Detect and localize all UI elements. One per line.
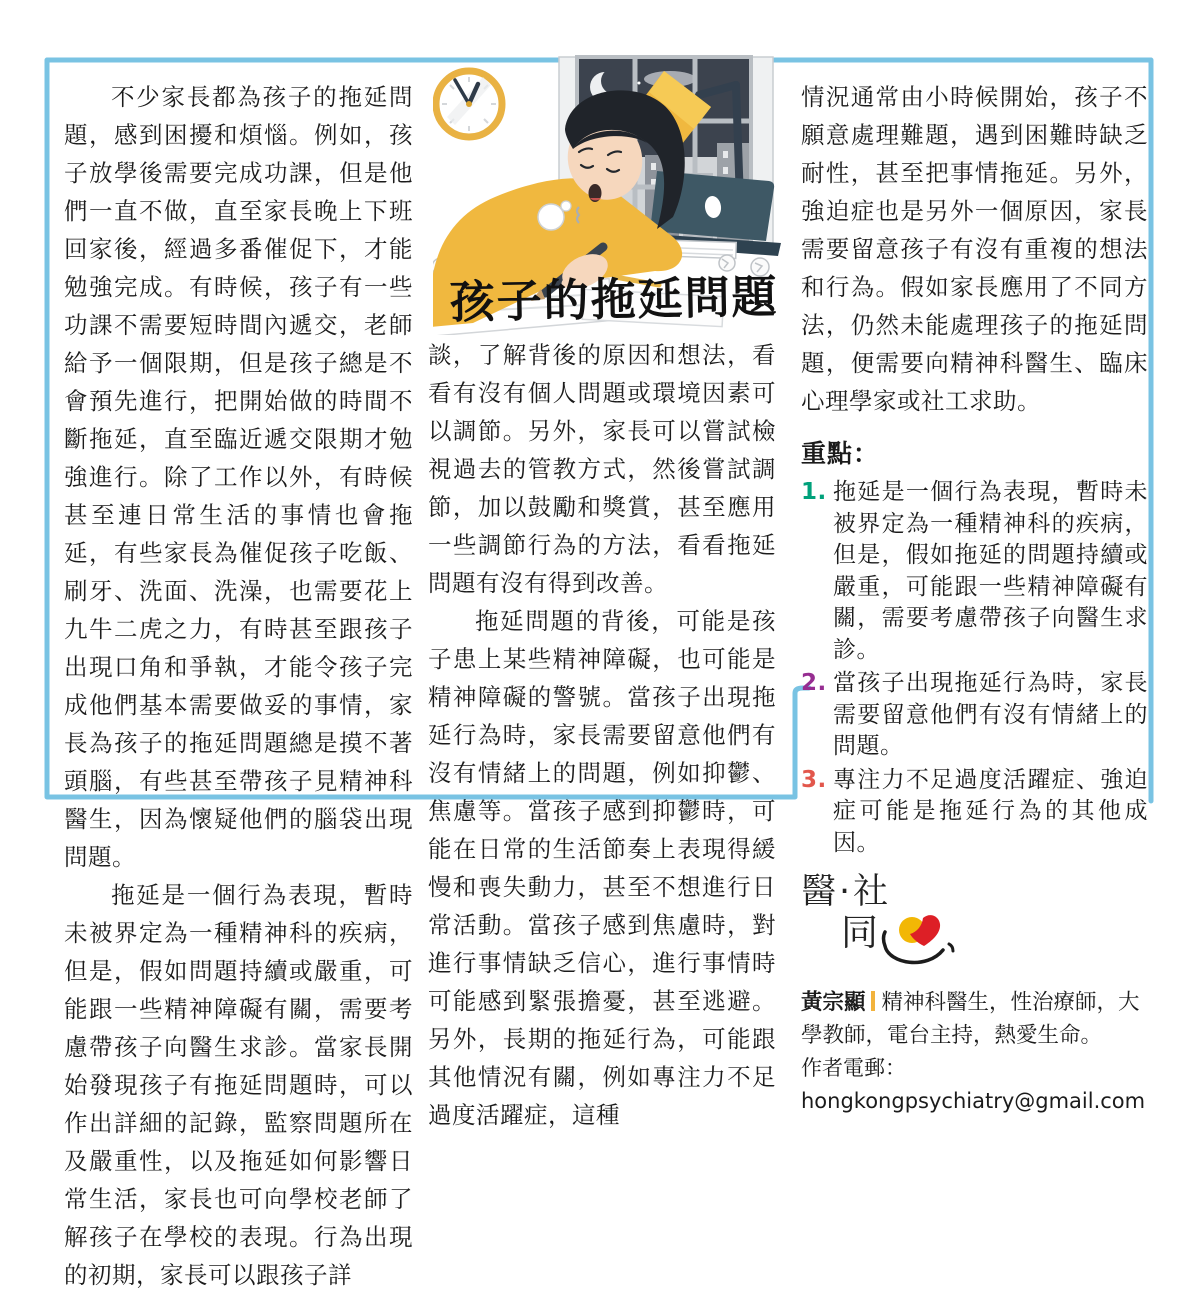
heart-smile-icon — [879, 914, 957, 972]
column-3 — [801, 78, 1148, 1118]
organization-logo — [801, 872, 1148, 972]
logo-text-line2: 同 — [841, 911, 879, 954]
logo-text-line1: 醫·社 — [801, 872, 892, 912]
column-2 — [428, 336, 776, 1134]
article-paragraph: 談，了解背後的原因和想法，看看有沒有個人問題或環境因素可以調節。另外，家長可以嘗試檢視過去的管教方式，然後嘗試調節，加以鼓勵和獎賞，甚至應用一些調節行為的方法，看看拖延問題有沒有得到改善。 — [428, 341, 776, 597]
author-email-label: 作者電郵： — [801, 1056, 906, 1080]
column-1 — [64, 78, 413, 1294]
author-info — [801, 986, 1148, 1118]
key-point-item — [801, 668, 1148, 763]
key-points-list — [801, 477, 1148, 859]
key-point-item — [801, 765, 1148, 860]
key-points-heading: 重點： — [801, 439, 880, 468]
article-paragraph: 情況通常由小時候開始，孩子不願意處理難題，遇到困難時缺乏耐性，甚至把事情拖延。另外，強迫症也是另外一個原因，家長需要留意孩子有沒有重複的想法和行為。假如家長應用了不同方法，仍然未能處理孩子的拖延問題，便需要向精神科醫生、臨床心理學家或社工求助。 — [801, 83, 1148, 415]
key-point-text: 專注力不足過度活躍症、強迫症可能是拖延行為的其他成因。 — [833, 766, 1148, 856]
key-point-number: 2. — [801, 670, 827, 696]
key-point-text: 當孩子出現拖延行為時，家長需要留意他們有沒有情緒上的問題。 — [833, 670, 1148, 759]
key-point-text: 拖延是一個行為表現，暫時未被界定為一種精神科的疾病，但是，假如拖延的問題持續或嚴重，可能跟一些精神障礙有關，需要考慮帶孩子向醫生求診。 — [833, 479, 1148, 663]
key-point-item — [801, 477, 1148, 666]
article-paragraph: 拖延是一個行為表現，暫時未被界定為一種精神科的疾病，但是，假如問題持續或嚴重，可能跟一些精神障礙有關，需要考慮帶孩子向醫生求診。當家長開始發現孩子有拖延問題時，可以作出詳細的記錄，監察問題所在及嚴重性，以及拖延如何影響日常生活，家長也可向學校老師了解孩子在學校的表現。行為出現的初期，家長可以跟孩子詳 — [64, 881, 413, 1289]
key-point-number: 3. — [801, 766, 827, 793]
clock-icon — [436, 71, 502, 137]
article-title: 孩子的拖延問題 — [449, 270, 780, 329]
divider-bar — [871, 991, 875, 1011]
article-paragraph: 不少家長都為孩子的拖延問題，感到困擾和煩惱。例如，孩子放學後需要完成功課，但是他們一直不做，直至家長晚上下班回家後，經過多番催促下，才能勉強完成。有時候，孩子有一些功課不需要短時間內遞交，老師給予一個限期，但是孩子總是不會預先進行，把開始做的時間不斷拖延，直至臨近遞交限期才勉強進行。除了工作以外，有時候甚至連日常生活的事情也會拖延，有些家長為催促孩子吃飯、刷牙、洗面、洗澡，也需要花上九牛二虎之力，有時甚至跟孩子出現口角和爭執，才能令孩子完成他們基本需要做妥的事情，家長為孩子的拖延問題總是摸不著頭腦，有些甚至帶孩子見精神科醫生，因為懷疑他們的腦袋出現問題。 — [64, 83, 413, 871]
author-name: 黃宗顯 — [801, 990, 866, 1015]
article-paragraph: 拖延問題的背後，可能是孩子患上某些精神障礙，也可能是精神障礙的警號。當孩子出現拖延行為時，家長需要留意他們有沒有情緒上的問題，例如抑鬱、焦慮等。當孩子感到抑鬱時，可能在日常的生活節奏上表現得緩慢和喪失動力，甚至不想進行日常活動。當孩子感到焦慮時，對進行事情缺乏信心，進行事情時可能感到緊張擔憂，甚至逃避。另外，長期的拖延行為，可能跟其他情況有關，例如專注力不足過度活躍症，這種 — [428, 607, 776, 1129]
key-point-number: 1. — [801, 479, 827, 505]
author-email: hongkongpsychiatry@gmail.com — [801, 1089, 1146, 1113]
author-roles: 精神科醫生，性治療師，大學教師，電台主持，熱愛生命。 — [801, 990, 1140, 1048]
